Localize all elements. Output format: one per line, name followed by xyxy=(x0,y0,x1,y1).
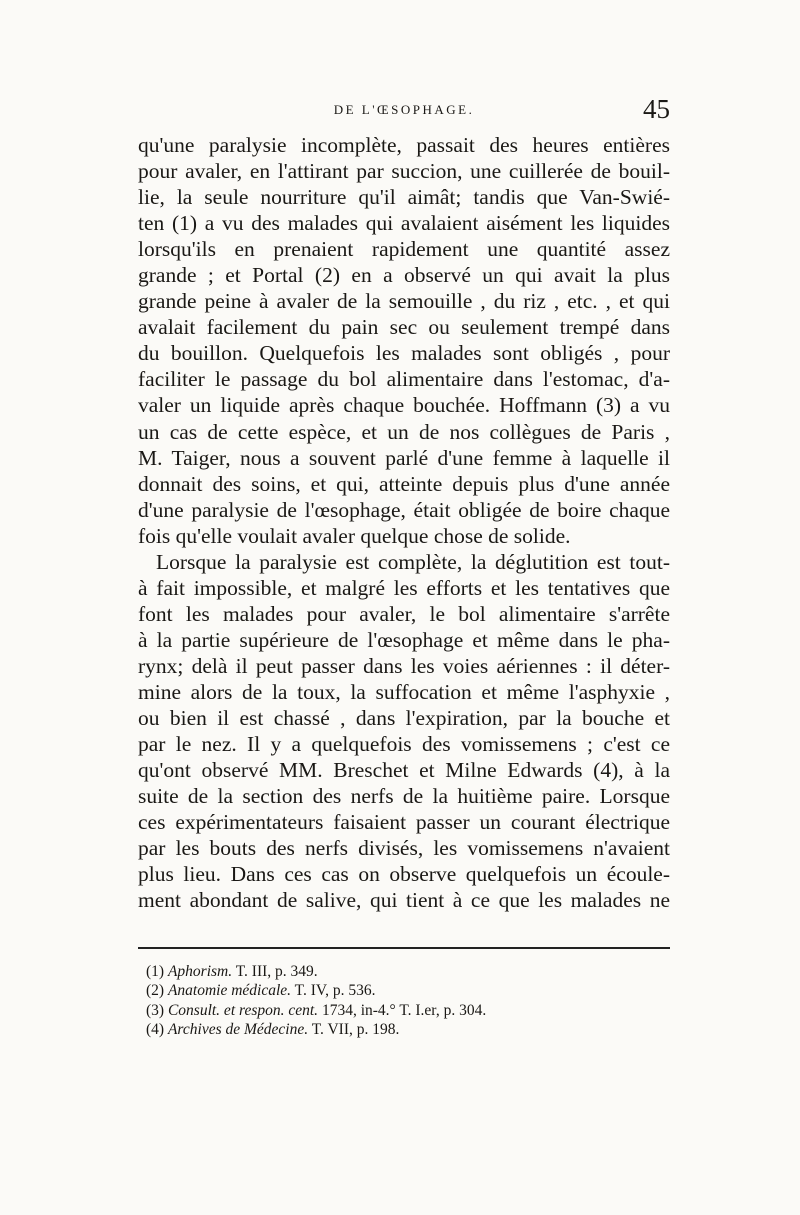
text-line: Lorsque la paralysie est complète, la déglutition est tout- xyxy=(156,549,670,574)
footnote-title: Aphorism. xyxy=(167,963,233,980)
text-line: d'une paralysie de l'œsophage, était obligée de boire chaque xyxy=(138,497,670,522)
footnote-number: (3) xyxy=(146,1001,165,1019)
text-line: suite de la section des nerfs de la huitième paire. Lorsque xyxy=(138,784,670,809)
footnote xyxy=(146,981,666,1000)
footnote-number: (4) xyxy=(146,1021,165,1039)
text-line: ou bien il est chassé , dans l'expiration, par la bouche et xyxy=(138,706,670,731)
text-line: ces expérimentateurs faisaient passer un courant électrique xyxy=(138,810,670,835)
footnote-rule xyxy=(138,947,670,949)
text-line: par le nez. Il y a quelquefois des vomissemens ; c'est ce xyxy=(138,732,670,757)
footnote-reference: T. VII, p. 198. xyxy=(308,1021,400,1039)
footnote xyxy=(146,1001,666,1020)
text-line: M. Taiger, nous a souvent parlé d'une femme à laquelle il xyxy=(138,445,670,470)
text-line: plus lieu. Dans ces cas on observe quelquefois un écoule- xyxy=(138,862,670,887)
footnote-reference: T. III, p. 349. xyxy=(232,963,318,980)
footnote-number: (2) xyxy=(146,982,165,1000)
text-line: rynx; delà il peut passer dans les voies aériennes : il déter- xyxy=(138,653,670,678)
text-line: par les bouts des nerfs divisés, les vomissemens n'avaient xyxy=(138,836,670,861)
footnotes xyxy=(146,962,666,1040)
text-line: ment abondant de salive, qui tient à ce que les malades ne xyxy=(138,888,670,913)
text-line: un cas de cette espèce, et un de nos collègues de Paris , xyxy=(138,419,670,444)
footnote xyxy=(146,962,666,981)
text-line: donnait des soins, et qui, atteinte depuis plus d'une année xyxy=(138,471,670,496)
text-line: grande ; et Portal (2) en a observé un qui avait la plus xyxy=(138,263,670,288)
text-line: avalait facilement du pain sec ou seulement trempé dans xyxy=(138,315,670,340)
text-line: qu'ont observé MM. Breschet et Milne Edwards (4), à la xyxy=(138,758,670,783)
footnote-title: Consult. et respon. cent. xyxy=(167,1001,319,1019)
body-text xyxy=(138,132,670,913)
footnote-reference: T. IV, p. 536. xyxy=(291,982,376,1000)
text-line: lie, la seule nourriture qu'il aimât; tandis que Van-Swié- xyxy=(138,185,670,210)
text-line: qu'une paralysie incomplète, passait des heures entières xyxy=(138,133,670,157)
text-line: lorsqu'ils en prenaient rapidement une quantité assez xyxy=(138,237,670,262)
page-number: 45 xyxy=(643,94,670,124)
text-line: à la partie supérieure de l'œsophage et même dans le pha- xyxy=(138,627,670,652)
footnote-reference: 1734, in-4.° T. I.er, p. 304. xyxy=(318,1001,487,1019)
text-line: fois qu'elle voulait avaler quelque chose de solide. xyxy=(138,523,571,548)
text-line: mine alors de la toux, la suffocation et même l'asphyxie , xyxy=(138,679,670,704)
text-line: font les malades pour avaler, le bol alimentaire s'arrête xyxy=(138,601,670,626)
footnote-title: Archives de Médecine. xyxy=(167,1021,309,1039)
text-line: ten (1) a vu des malades qui avalaient aisément les liquides xyxy=(138,211,670,236)
running-head xyxy=(138,96,670,130)
footnote xyxy=(146,1020,666,1039)
text-line: à fait impossible, et malgré les efforts et les tentatives que xyxy=(138,575,670,600)
footnote-title: Anatomie médicale. xyxy=(167,982,292,1000)
running-title: DE L'ŒSOPHAGE. xyxy=(333,102,475,117)
text-line: du bouillon. Quelquefois les malades sont obligés , pour xyxy=(138,341,670,366)
footnote-number: (1) xyxy=(146,963,165,980)
text-line: faciliter le passage du bol alimentaire dans l'estomac, d'a- xyxy=(138,367,670,392)
text-line: grande peine à avaler de la semouille , du riz , etc. , et qui xyxy=(138,289,670,314)
text-line: pour avaler, en l'attirant par succion, une cuillerée de bouil- xyxy=(138,159,670,184)
text-line: valer un liquide après chaque bouchée. Hoffmann (3) a vu xyxy=(138,393,670,418)
